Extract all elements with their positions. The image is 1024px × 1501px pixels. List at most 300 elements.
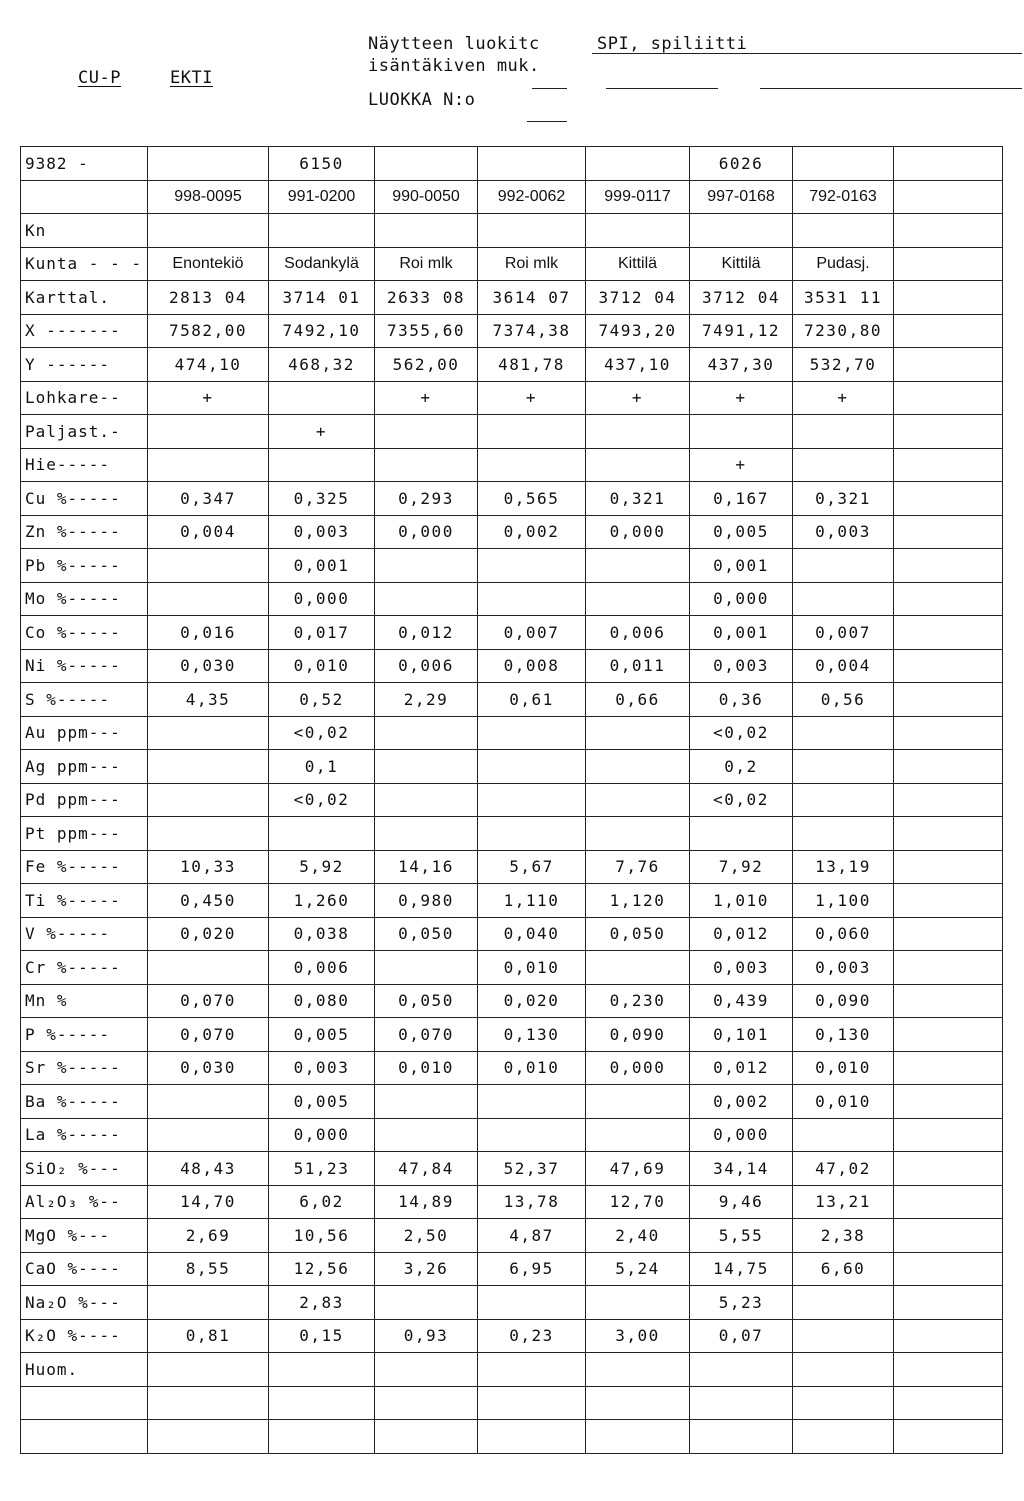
value-cell	[148, 549, 269, 583]
value-cell: 0,010	[793, 1051, 894, 1085]
value-cell	[269, 381, 375, 415]
value-cell: 14,75	[690, 1252, 793, 1286]
table-row	[21, 348, 1003, 382]
empty-cell	[894, 214, 1003, 248]
empty-cell	[894, 951, 1003, 985]
value-cell: 0,030	[148, 1051, 269, 1085]
value-cell	[586, 415, 690, 449]
value-cell: 2,50	[375, 1219, 478, 1253]
value-cell	[478, 214, 586, 248]
value-cell: 0,010	[793, 1085, 894, 1119]
value-cell: 0,003	[269, 515, 375, 549]
value-cell: 0,450	[148, 884, 269, 918]
empty-cell	[894, 348, 1003, 382]
table-row	[21, 247, 1003, 281]
value-cell	[375, 415, 478, 449]
value-cell	[148, 716, 269, 750]
value-cell: 0,010	[375, 1051, 478, 1085]
empty-cell	[894, 1219, 1003, 1253]
value-cell: Pudasj.	[793, 247, 894, 281]
group-code-cell: 6026	[690, 147, 793, 181]
empty-cell	[894, 1353, 1003, 1387]
value-cell: 5,92	[269, 850, 375, 884]
value-cell	[375, 783, 478, 817]
empty-cell	[894, 147, 1003, 181]
value-cell	[478, 415, 586, 449]
row-label: Pd ppm---	[21, 783, 148, 817]
value-cell: 474,10	[148, 348, 269, 382]
class-no-label: LUOKKA N:o	[368, 90, 476, 110]
empty-cell	[894, 448, 1003, 482]
value-cell	[478, 1420, 586, 1454]
row-label: Paljast.-	[21, 415, 148, 449]
value-cell	[793, 1319, 894, 1353]
empty-cell	[894, 1420, 1003, 1454]
value-cell: 0,36	[690, 683, 793, 717]
value-cell: 14,89	[375, 1185, 478, 1219]
value-cell	[148, 951, 269, 985]
value-cell: 0,011	[586, 649, 690, 683]
value-cell: +	[148, 381, 269, 415]
value-cell	[478, 448, 586, 482]
value-cell	[586, 549, 690, 583]
row-label: V %-----	[21, 917, 148, 951]
value-cell: 0,090	[586, 1018, 690, 1052]
value-cell	[690, 817, 793, 851]
value-cell: 13,19	[793, 850, 894, 884]
value-cell: 0,006	[586, 616, 690, 650]
value-cell	[148, 750, 269, 784]
empty-cell	[894, 549, 1003, 583]
value-cell: 7491,12	[690, 314, 793, 348]
value-cell: 2,83	[269, 1286, 375, 1320]
value-cell	[793, 817, 894, 851]
row-label: Mo %-----	[21, 582, 148, 616]
table-row	[21, 1319, 1003, 1353]
row-label: Zn %-----	[21, 515, 148, 549]
empty-cell	[894, 1252, 1003, 1286]
table-row	[21, 415, 1003, 449]
empty-cell	[894, 1118, 1003, 1152]
table-row	[21, 549, 1003, 583]
value-cell: 0,080	[269, 984, 375, 1018]
value-cell	[375, 750, 478, 784]
table-row	[21, 683, 1003, 717]
table-row	[21, 1386, 1003, 1420]
row-label	[21, 1420, 148, 1454]
value-cell	[586, 214, 690, 248]
value-cell: 10,33	[148, 850, 269, 884]
value-cell	[793, 549, 894, 583]
value-cell	[586, 783, 690, 817]
value-cell	[690, 214, 793, 248]
empty-cell	[894, 850, 1003, 884]
value-cell	[586, 951, 690, 985]
value-cell: 1,010	[690, 884, 793, 918]
value-cell: 7355,60	[375, 314, 478, 348]
value-cell: 51,23	[269, 1152, 375, 1186]
value-cell: 4,87	[478, 1219, 586, 1253]
empty-cell	[894, 281, 1003, 315]
value-cell	[478, 716, 586, 750]
value-cell: 0,020	[478, 984, 586, 1018]
row-label	[21, 1386, 148, 1420]
row-label: CaO %----	[21, 1252, 148, 1286]
value-cell: Kittilä	[586, 247, 690, 281]
row-label: Pb %-----	[21, 549, 148, 583]
value-cell: Sodankylä	[269, 247, 375, 281]
value-cell: 0,010	[269, 649, 375, 683]
value-cell	[793, 415, 894, 449]
value-cell: 0,61	[478, 683, 586, 717]
value-cell: 0,81	[148, 1319, 269, 1353]
value-cell	[269, 817, 375, 851]
header-rule	[606, 88, 718, 89]
series-label: 9382 -	[21, 147, 148, 181]
sample-id-row	[21, 180, 1003, 214]
value-cell: 0,000	[690, 1118, 793, 1152]
value-cell: 5,23	[690, 1286, 793, 1320]
value-cell	[148, 1118, 269, 1152]
value-cell	[269, 1420, 375, 1454]
value-cell: Kittilä	[690, 247, 793, 281]
table-row	[21, 951, 1003, 985]
value-cell: 0,005	[269, 1085, 375, 1119]
value-cell: 0,101	[690, 1018, 793, 1052]
value-cell: 2633 08	[375, 281, 478, 315]
value-cell	[793, 1353, 894, 1387]
table-row	[21, 1219, 1003, 1253]
sample-id-cell: 997-0168	[690, 180, 793, 214]
value-cell: 3,00	[586, 1319, 690, 1353]
table-row	[21, 1353, 1003, 1387]
value-cell: 1,120	[586, 884, 690, 918]
value-cell: 47,02	[793, 1152, 894, 1186]
value-cell: 0,004	[148, 515, 269, 549]
value-cell	[478, 750, 586, 784]
value-cell	[586, 1286, 690, 1320]
value-cell: 12,70	[586, 1185, 690, 1219]
value-cell	[148, 1286, 269, 1320]
row-label: Kunta - - -	[21, 247, 148, 281]
value-cell: 0,070	[148, 1018, 269, 1052]
value-cell	[148, 1386, 269, 1420]
row-label: Ag ppm---	[21, 750, 148, 784]
value-cell: +	[478, 381, 586, 415]
row-label: Karttal.	[21, 281, 148, 315]
row-label: La %-----	[21, 1118, 148, 1152]
value-cell: 0,293	[375, 482, 478, 516]
value-cell: 12,56	[269, 1252, 375, 1286]
empty-cell	[894, 917, 1003, 951]
value-cell: 0,090	[793, 984, 894, 1018]
empty-cell	[894, 1051, 1003, 1085]
row-label: Kn	[21, 214, 148, 248]
row-label: SiO₂ %---	[21, 1152, 148, 1186]
empty-cell	[894, 180, 1003, 214]
value-cell	[148, 214, 269, 248]
value-cell: 0,010	[478, 951, 586, 985]
value-cell: +	[269, 415, 375, 449]
value-cell: 0,005	[269, 1018, 375, 1052]
empty-cell	[894, 1286, 1003, 1320]
class-no-line	[527, 121, 567, 122]
header-rule	[760, 88, 1022, 89]
row-label: K₂O %----	[21, 1319, 148, 1353]
value-cell: 0,347	[148, 482, 269, 516]
table-row	[21, 984, 1003, 1018]
sample-class-value: SPI, spiliitti	[597, 34, 748, 54]
value-cell: 437,10	[586, 348, 690, 382]
value-cell: 3712 04	[690, 281, 793, 315]
value-cell: 0,030	[148, 649, 269, 683]
value-cell: 0,006	[375, 649, 478, 683]
value-cell: <0,02	[690, 783, 793, 817]
value-cell: 1,110	[478, 884, 586, 918]
value-cell: +	[375, 381, 478, 415]
value-cell: 0,003	[793, 515, 894, 549]
value-cell: 0,003	[690, 951, 793, 985]
table-row	[21, 314, 1003, 348]
value-cell: 0,070	[375, 1018, 478, 1052]
table-row	[21, 1252, 1003, 1286]
value-cell: 14,70	[148, 1185, 269, 1219]
empty-cell	[894, 649, 1003, 683]
empty-cell	[894, 415, 1003, 449]
row-label: Sr %-----	[21, 1051, 148, 1085]
value-cell: 0,1	[269, 750, 375, 784]
value-cell: 2,38	[793, 1219, 894, 1253]
value-cell: 0,020	[148, 917, 269, 951]
value-cell	[269, 448, 375, 482]
value-cell	[148, 783, 269, 817]
value-cell: 6,60	[793, 1252, 894, 1286]
value-cell: 0,040	[478, 917, 586, 951]
row-label: Ti %-----	[21, 884, 148, 918]
value-cell: 0,010	[478, 1051, 586, 1085]
row-label: Na₂O %---	[21, 1286, 148, 1320]
value-cell	[478, 1286, 586, 1320]
table-row	[21, 917, 1003, 951]
value-cell: 0,050	[375, 984, 478, 1018]
value-cell: 0,07	[690, 1319, 793, 1353]
value-cell: 6,95	[478, 1252, 586, 1286]
empty-cell	[894, 984, 1003, 1018]
table-row	[21, 817, 1003, 851]
value-cell: 7,76	[586, 850, 690, 884]
sample-id-cell: 792-0163	[793, 180, 894, 214]
value-cell	[478, 1085, 586, 1119]
value-cell: 0,050	[586, 917, 690, 951]
group-code-row	[21, 147, 1003, 181]
empty-cell	[894, 1018, 1003, 1052]
value-cell: 7492,10	[269, 314, 375, 348]
value-cell: 0,012	[375, 616, 478, 650]
table-row	[21, 783, 1003, 817]
value-cell: 0,001	[690, 616, 793, 650]
value-cell: 0,000	[690, 582, 793, 616]
value-cell: 7230,80	[793, 314, 894, 348]
empty-cell	[894, 482, 1003, 516]
row-label: MgO %---	[21, 1219, 148, 1253]
value-cell: +	[586, 381, 690, 415]
empty-cell	[894, 616, 1003, 650]
value-cell: 0,016	[148, 616, 269, 650]
empty-cell	[894, 515, 1003, 549]
row-label: X -------	[21, 314, 148, 348]
value-cell	[793, 214, 894, 248]
value-cell	[793, 750, 894, 784]
empty-cell	[894, 582, 1003, 616]
value-cell	[793, 1118, 894, 1152]
value-cell: 0,93	[375, 1319, 478, 1353]
value-cell: 0,005	[690, 515, 793, 549]
row-label: P %-----	[21, 1018, 148, 1052]
table-row	[21, 1085, 1003, 1119]
empty-cell	[894, 1085, 1003, 1119]
value-cell	[478, 817, 586, 851]
value-cell	[375, 549, 478, 583]
row-label: Hie-----	[21, 448, 148, 482]
value-cell	[586, 582, 690, 616]
value-cell: 0,15	[269, 1319, 375, 1353]
value-cell	[375, 951, 478, 985]
value-cell: 0,000	[269, 1118, 375, 1152]
table-row	[21, 482, 1003, 516]
value-cell: 0,038	[269, 917, 375, 951]
value-cell: 0,002	[690, 1085, 793, 1119]
value-cell: 3531 11	[793, 281, 894, 315]
value-cell: 5,24	[586, 1252, 690, 1286]
row-label: Co %-----	[21, 616, 148, 650]
table-row	[21, 716, 1003, 750]
value-cell: 0,565	[478, 482, 586, 516]
value-cell	[478, 582, 586, 616]
value-cell: 0,000	[269, 582, 375, 616]
value-cell: 0,070	[148, 984, 269, 1018]
value-cell: 48,43	[148, 1152, 269, 1186]
value-cell	[375, 1353, 478, 1387]
value-cell: 4,35	[148, 683, 269, 717]
value-cell: 6,02	[269, 1185, 375, 1219]
empty-cell	[894, 314, 1003, 348]
table-row	[21, 1051, 1003, 1085]
value-cell	[375, 448, 478, 482]
value-cell: 0,325	[269, 482, 375, 516]
value-cell: 0,321	[793, 482, 894, 516]
value-cell: 481,78	[478, 348, 586, 382]
table-row	[21, 1286, 1003, 1320]
value-cell: 0,000	[586, 515, 690, 549]
row-label: Au ppm---	[21, 716, 148, 750]
table-row	[21, 281, 1003, 315]
value-cell	[586, 750, 690, 784]
value-cell	[586, 716, 690, 750]
value-cell: 0,439	[690, 984, 793, 1018]
table-row	[21, 448, 1003, 482]
value-cell: 0,050	[375, 917, 478, 951]
value-cell: 0,002	[478, 515, 586, 549]
empty-cell	[894, 1152, 1003, 1186]
row-label: Cu %-----	[21, 482, 148, 516]
value-cell	[148, 1085, 269, 1119]
value-cell	[375, 1386, 478, 1420]
table-row	[21, 750, 1003, 784]
row-label: S %-----	[21, 683, 148, 717]
value-cell: Enontekiö	[148, 247, 269, 281]
table-row	[21, 1420, 1003, 1454]
empty-cell	[894, 1319, 1003, 1353]
table-row	[21, 1118, 1003, 1152]
table-row	[21, 381, 1003, 415]
value-cell: 5,67	[478, 850, 586, 884]
project-code: CU-P	[78, 68, 121, 88]
empty-cell	[894, 683, 1003, 717]
group-code-cell	[586, 147, 690, 181]
row-label: Huom.	[21, 1353, 148, 1387]
value-cell: 0,001	[690, 549, 793, 583]
value-cell: 10,56	[269, 1219, 375, 1253]
value-cell: 0,167	[690, 482, 793, 516]
value-cell: 0,007	[478, 616, 586, 650]
value-cell: 3714 01	[269, 281, 375, 315]
row-label: Pt ppm---	[21, 817, 148, 851]
value-cell: <0,02	[690, 716, 793, 750]
value-cell	[690, 1386, 793, 1420]
value-cell: 468,32	[269, 348, 375, 382]
value-cell	[148, 448, 269, 482]
sample-class-label: Näytteen luokitc	[368, 34, 540, 54]
value-cell: 47,84	[375, 1152, 478, 1186]
value-cell	[586, 817, 690, 851]
value-cell: 0,2	[690, 750, 793, 784]
table-row	[21, 884, 1003, 918]
empty-cell	[894, 884, 1003, 918]
value-cell: 0,56	[793, 683, 894, 717]
value-cell	[375, 1085, 478, 1119]
value-cell: 14,16	[375, 850, 478, 884]
empty-cell	[894, 716, 1003, 750]
value-cell	[586, 1386, 690, 1420]
group-code-cell	[478, 147, 586, 181]
empty-cell	[894, 247, 1003, 281]
table-row	[21, 850, 1003, 884]
value-cell: 34,14	[690, 1152, 793, 1186]
value-cell	[793, 783, 894, 817]
empty-cell	[894, 1386, 1003, 1420]
empty-cell	[894, 750, 1003, 784]
value-cell	[375, 1420, 478, 1454]
row-label: Fe %-----	[21, 850, 148, 884]
header-rule	[532, 88, 567, 89]
value-cell	[793, 448, 894, 482]
value-cell	[478, 1386, 586, 1420]
value-cell: 437,30	[690, 348, 793, 382]
value-cell: 1,260	[269, 884, 375, 918]
empty-cell	[894, 783, 1003, 817]
value-cell: 0,321	[586, 482, 690, 516]
sample-id-cell: 998-0095	[148, 180, 269, 214]
value-cell	[478, 549, 586, 583]
value-cell: 0,003	[690, 649, 793, 683]
value-cell	[793, 582, 894, 616]
value-cell	[269, 214, 375, 248]
empty-cell	[894, 1185, 1003, 1219]
value-cell: 0,001	[269, 549, 375, 583]
value-cell	[478, 783, 586, 817]
value-cell: 3712 04	[586, 281, 690, 315]
value-cell: 3614 07	[478, 281, 586, 315]
